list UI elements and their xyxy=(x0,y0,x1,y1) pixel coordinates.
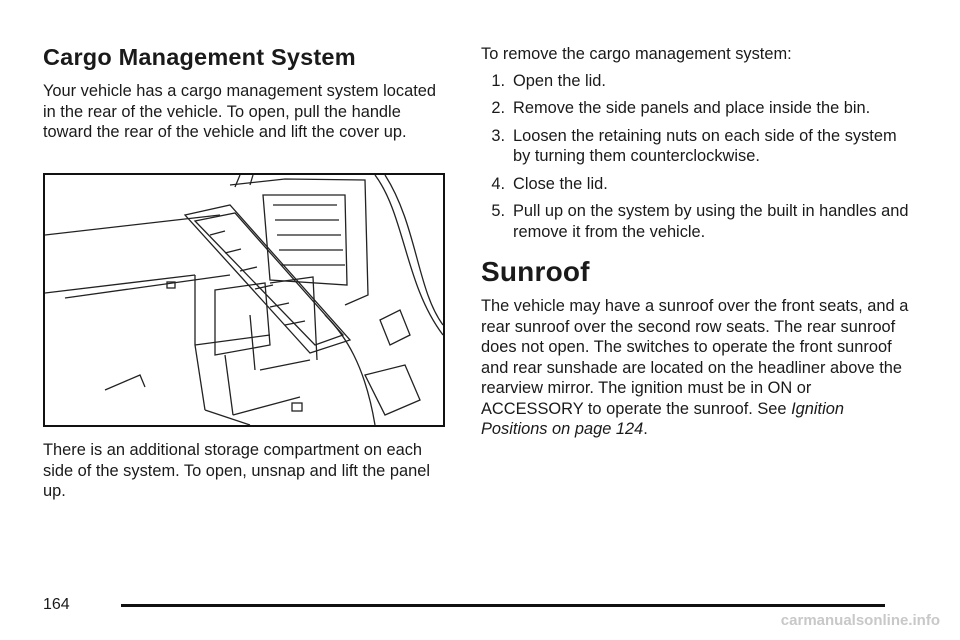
removal-steps-list xyxy=(481,71,911,243)
footer-rule xyxy=(121,604,885,607)
cargo-management-heading: Cargo Management System xyxy=(43,44,356,70)
list-item: 5. Pull up on the system by using the built in handles and remove it from the vehicle. xyxy=(491,202,909,241)
sunroof-heading: Sunroof xyxy=(481,256,590,287)
list-item: 4. Close the lid. xyxy=(491,174,608,193)
cargo-bin-drawing xyxy=(45,175,443,425)
cargo-intro-paragraph: Your vehicle has a cargo management system located in the rear of the vehicle. To open, pull the handle toward the rear of the vehicle and lift the cover up. xyxy=(43,82,436,141)
sunroof-paragraph: The vehicle may have a sunroof over the front seats, and a rear sunroof over the second row seats. The rear sunroof does not open. The switches to operate the front sunroof and rear sunshade are located on the headliner above the rearview mirror. The ignition must be in ON or ACCESSORY to operate the sunroof. See Ignition Positions on page 124. xyxy=(481,297,909,438)
removal-intro: To remove the cargo management system: xyxy=(481,45,792,63)
left-column-lower xyxy=(43,440,453,502)
page-footer xyxy=(43,592,885,616)
list-item: 1. Open the lid. xyxy=(491,71,606,90)
left-column xyxy=(43,44,453,143)
right-column xyxy=(481,44,911,440)
list-item: 2. Remove the side panels and place inside the bin. xyxy=(491,99,871,117)
ignition-positions-reference[interactable]: Ignition Positions on page 124 xyxy=(481,399,844,438)
watermark: carmanualsonline.info xyxy=(780,612,940,629)
list-item: 3. Loosen the retaining nuts on each side of the system by turning them counterclockwise. xyxy=(491,126,897,165)
storage-compartment-paragraph: There is an additional storage compartment on each side of the system. To open, unsnap and lift the panel up. xyxy=(43,441,430,500)
page-number: 164 xyxy=(43,596,70,613)
cargo-system-illustration xyxy=(43,173,445,427)
